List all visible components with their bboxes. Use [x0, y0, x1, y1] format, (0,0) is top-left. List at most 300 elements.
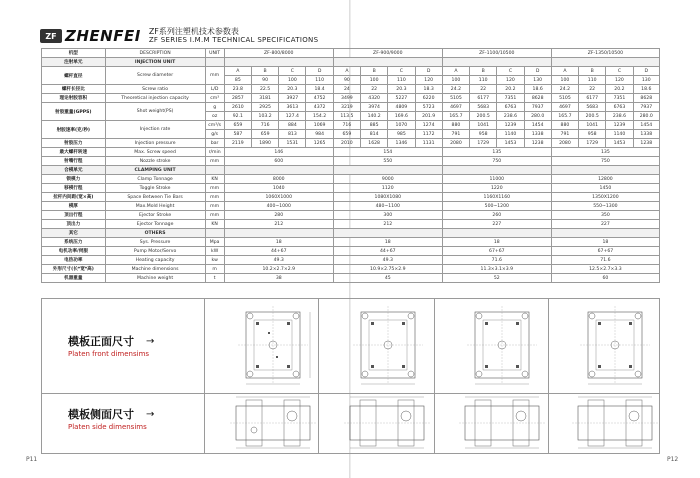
row-label-en: Ejector Stroke [105, 211, 205, 220]
value-cell: 480~1100 [333, 202, 442, 211]
value-cell: 400~1000 [224, 202, 333, 211]
section-filler [224, 58, 333, 67]
value-cell: D [415, 67, 442, 76]
value-cell: 5227 [388, 94, 415, 103]
table-row [42, 256, 660, 265]
value-cell: 5723 [415, 103, 442, 112]
value-cell: 120 [606, 76, 633, 85]
front-dimensions-label [68, 333, 154, 358]
value-cell: 4697 [551, 103, 578, 112]
row-label-en: Max. Screw speed [105, 148, 205, 157]
value-cell: 958 [579, 130, 606, 139]
row-unit: L/D [205, 85, 224, 94]
row-label-cn: 顶出力 [42, 220, 106, 229]
section-title-en: OTHERS [105, 229, 205, 238]
value-cell: 3613 [279, 103, 306, 112]
row-unit: Mpa [205, 238, 224, 247]
value-cell: A [442, 67, 469, 76]
section-row [42, 229, 660, 238]
section-unit [205, 229, 224, 238]
value-cell: 2119 [224, 139, 251, 148]
value-cell: 71.6 [551, 256, 659, 265]
page-number-left: P11 [26, 456, 38, 463]
value-cell: 120 [415, 76, 442, 85]
header-unit: UNIT [205, 49, 224, 58]
value-cell: 716 [251, 121, 278, 130]
value-cell: 2925 [251, 103, 278, 112]
value-cell: 24 [333, 85, 360, 94]
value-cell: 1131 [415, 139, 442, 148]
value-cell: C [497, 67, 524, 76]
value-cell: 18.3 [415, 85, 442, 94]
value-cell: 2010 [333, 139, 360, 148]
row-unit: m [205, 265, 224, 274]
table-row [42, 103, 660, 112]
value-cell: 20.3 [388, 85, 415, 94]
value-cell: 1080X1080 [333, 193, 442, 202]
row-label-cn: 拉杆内间距(宽×高) [42, 193, 106, 202]
side-label-cn: 模板侧面尺寸 [68, 408, 134, 421]
row-label-en: Injection rate [105, 121, 205, 139]
side-dimensions-label [68, 406, 154, 431]
row-unit: kw [205, 256, 224, 265]
value-cell: 716 [333, 121, 360, 130]
row-label-cn: 射嘴行程 [42, 157, 106, 166]
table-row [42, 157, 660, 166]
value-cell: 22 [470, 85, 497, 94]
platen-side-drawing [226, 394, 320, 452]
value-cell: 7937 [524, 103, 551, 112]
value-cell: 135 [442, 148, 551, 157]
row-label-cn: 电热功率 [42, 256, 106, 265]
table-row [42, 175, 660, 184]
platen-side-drawing [455, 394, 549, 452]
value-cell: D [633, 67, 659, 76]
page-title [149, 27, 319, 45]
value-cell: 6763 [606, 103, 633, 112]
value-cell: 1160X1160 [442, 193, 551, 202]
value-cell: 4372 [306, 103, 333, 112]
section-filler [551, 229, 659, 238]
row-label-en: Injection pressure [105, 139, 205, 148]
row-label-cn: 最大螺杆转速 [42, 148, 106, 157]
value-cell: 110 [306, 76, 333, 85]
value-cell: 2610 [224, 103, 251, 112]
platen-front-drawing [457, 302, 547, 390]
section-title-cn: 其它 [42, 229, 106, 238]
row-label-en: Screw ratio [105, 85, 205, 94]
value-cell: 90 [251, 76, 278, 85]
value-cell: 100 [551, 76, 578, 85]
value-cell: 44+67 [333, 247, 442, 256]
value-cell: 18.4 [306, 85, 333, 94]
value-cell: 885 [361, 121, 388, 130]
value-cell: 18.6 [633, 85, 659, 94]
value-cell: 100 [279, 76, 306, 85]
value-cell: 60 [551, 274, 659, 283]
value-cell: 135 [551, 148, 659, 157]
row-label-cn: 系统压力 [42, 238, 106, 247]
section-title-cn: 注射单元 [42, 58, 106, 67]
section-title-cn: 合模单元 [42, 166, 106, 175]
value-cell: 4320 [361, 94, 388, 103]
value-cell: B [579, 67, 606, 76]
value-cell: 1628 [361, 139, 388, 148]
value-cell: 7351 [606, 94, 633, 103]
value-cell: 227 [442, 220, 551, 229]
value-cell: 11000 [442, 175, 551, 184]
value-cell: 1274 [415, 121, 442, 130]
value-cell: 49.3 [333, 256, 442, 265]
value-cell: 659 [251, 130, 278, 139]
value-cell: 280.0 [633, 112, 659, 121]
value-cell: 23.8 [224, 85, 251, 94]
section-filler [333, 166, 442, 175]
section-title-en: CLAMPING UNIT [105, 166, 205, 175]
value-cell: 200.5 [579, 112, 606, 121]
value-cell: 350 [551, 211, 659, 220]
row-label-en: Max.Mold Height [105, 202, 205, 211]
value-cell: 3219 [333, 103, 360, 112]
value-cell: 10.2×2.7×2.9 [224, 265, 333, 274]
value-cell: 1454 [524, 121, 551, 130]
value-cell: 200.5 [470, 112, 497, 121]
row-unit: mm [205, 157, 224, 166]
value-cell: 3927 [279, 94, 306, 103]
row-label-en: Heating capacity [105, 256, 205, 265]
row-label-en: Clamp Tonnage [105, 175, 205, 184]
row-unit: mm [205, 67, 224, 85]
value-cell: B [361, 67, 388, 76]
value-cell: 1729 [579, 139, 606, 148]
row-label-en: Sys. Pressure [105, 238, 205, 247]
value-cell: 67+67 [442, 247, 551, 256]
value-cell: 146 [224, 148, 333, 157]
value-cell: 8628 [633, 94, 659, 103]
row-unit: r/min [205, 148, 224, 157]
value-cell: 18.6 [524, 85, 551, 94]
value-cell: 103.2 [251, 112, 278, 121]
value-cell: 2080 [551, 139, 578, 148]
value-cell: 1265 [306, 139, 333, 148]
row-label-cn: 外形尺寸(长*宽*高) [42, 265, 106, 274]
row-label-en: Machine dimensions [105, 265, 205, 274]
value-cell: 4752 [306, 94, 333, 103]
value-cell: C [388, 67, 415, 76]
row-label-en: Pump Motor/Servo [105, 247, 205, 256]
section-filler [442, 166, 551, 175]
title-chinese: ZF系列注塑机技术参数表 [148, 27, 239, 36]
row-label-cn: 电机功率/伺服 [42, 247, 106, 256]
table-row [42, 184, 660, 193]
value-cell: 18 [333, 238, 442, 247]
value-cell: 1239 [497, 121, 524, 130]
value-cell: 587 [224, 130, 251, 139]
value-cell: 1070 [388, 121, 415, 130]
row-unit: t [205, 274, 224, 283]
page-header [40, 26, 318, 46]
value-cell: 500~1200 [442, 202, 551, 211]
value-cell: 1140 [606, 130, 633, 139]
value-cell: 1120 [333, 184, 442, 193]
value-cell: 165.7 [551, 112, 578, 121]
table-row [42, 238, 660, 247]
value-cell: 85 [224, 76, 251, 85]
value-cell: 3974 [361, 103, 388, 112]
value-cell: 880 [442, 121, 469, 130]
value-cell: 154 [333, 148, 442, 157]
value-cell: C [606, 67, 633, 76]
table-row [42, 85, 660, 94]
value-cell: 92.1 [224, 112, 251, 121]
value-cell: 100 [361, 76, 388, 85]
value-cell: 6177 [579, 94, 606, 103]
value-cell: 18 [551, 238, 659, 247]
table-row [42, 211, 660, 220]
title-english: ZF SERIES I.M.M TECHNICAL SPECIFICATIONS [148, 36, 319, 44]
value-cell: 71.6 [442, 256, 551, 265]
value-cell: B [251, 67, 278, 76]
value-cell: 169.6 [388, 112, 415, 121]
model-header: ZF-900/9000 [333, 49, 442, 58]
page-number-right: P12 [667, 456, 679, 463]
platen-front-drawing [228, 302, 318, 390]
row-label-cn: 射胶压力 [42, 139, 106, 148]
value-cell: 280 [224, 211, 333, 220]
section-row [42, 58, 660, 67]
row-unit: KN [205, 220, 224, 229]
value-cell: 22 [361, 85, 388, 94]
value-cell: 7351 [497, 94, 524, 103]
value-cell: 1531 [279, 139, 306, 148]
value-cell: 6220 [415, 94, 442, 103]
value-cell: 8628 [524, 94, 551, 103]
value-cell: 300 [333, 211, 442, 220]
row-label-en: Screw diameter [105, 67, 205, 85]
logo-wordmark: ZHENFEI [65, 27, 141, 45]
value-cell: 985 [388, 130, 415, 139]
section-title-en: INJECTION UNIT [105, 58, 205, 67]
value-cell: 1453 [497, 139, 524, 148]
row-label-en: Shot weight(PS) [105, 103, 205, 121]
row-label-cn: 顶出行程 [42, 211, 106, 220]
row-unit: KN [205, 175, 224, 184]
row-label-en: Toggle Stroke [105, 184, 205, 193]
table-row [42, 67, 660, 76]
value-cell: 550 [333, 157, 442, 166]
value-cell: 1239 [606, 121, 633, 130]
row-unit: mm [205, 211, 224, 220]
value-cell: 1346 [388, 139, 415, 148]
row-unit: mm [205, 193, 224, 202]
value-cell: 110 [388, 76, 415, 85]
table-row [42, 220, 660, 229]
section-filler [442, 58, 551, 67]
value-cell: 813 [279, 130, 306, 139]
row-label-cn: 模厚 [42, 202, 106, 211]
section-filler [551, 58, 659, 67]
row-label-cn: 螺杆长径比 [42, 85, 106, 94]
value-cell: 49.3 [224, 256, 333, 265]
value-cell: 140.2 [361, 112, 388, 121]
value-cell: 1350X1200 [551, 193, 659, 202]
value-cell: 1220 [442, 184, 551, 193]
value-cell: 20.2 [497, 85, 524, 94]
row-label-en: Nozzle stroke [105, 157, 205, 166]
value-cell: 814 [361, 130, 388, 139]
value-cell: 10.9×2.75×2.9 [333, 265, 442, 274]
value-cell: 90 [333, 76, 360, 85]
row-label-cn: 移模行程 [42, 184, 106, 193]
value-cell: 659 [224, 121, 251, 130]
value-cell: 600 [224, 157, 333, 166]
row-label-cn: 理论射胶容积 [42, 94, 106, 103]
row-label-cn: 射胶速率(克/秒) [42, 121, 106, 139]
row-label-cn: 螺杆直径 [42, 67, 106, 85]
value-cell: 38 [224, 274, 333, 283]
value-cell: 880 [551, 121, 578, 130]
platen-front-drawing [570, 302, 660, 390]
drawing-col-divider [204, 299, 205, 453]
platen-front-drawing [343, 302, 433, 390]
value-cell: 1041 [579, 121, 606, 130]
value-cell: 201.9 [415, 112, 442, 121]
value-cell: A [551, 67, 578, 76]
value-cell: 127.4 [279, 112, 306, 121]
value-cell: 130 [633, 76, 659, 85]
value-cell: 1338 [524, 130, 551, 139]
value-cell: 4809 [388, 103, 415, 112]
value-cell: 5105 [551, 94, 578, 103]
value-cell: 113.5 [333, 112, 360, 121]
section-filler [442, 229, 551, 238]
section-unit [205, 166, 224, 175]
value-cell: 5683 [470, 103, 497, 112]
logo-badge: ZF [40, 29, 62, 43]
section-filler [224, 166, 333, 175]
value-cell: 6177 [470, 94, 497, 103]
value-cell: 280.0 [524, 112, 551, 121]
value-cell: 22.5 [251, 85, 278, 94]
value-cell: 44+67 [224, 247, 333, 256]
value-cell: 8000 [224, 175, 333, 184]
value-cell: 120 [497, 76, 524, 85]
value-cell: A [224, 67, 251, 76]
row-unit: mm [205, 184, 224, 193]
platen-side-drawing [568, 394, 662, 452]
value-cell: 5105 [442, 94, 469, 103]
value-cell: D [306, 67, 333, 76]
value-cell: 2857 [224, 94, 251, 103]
value-cell: 750 [551, 157, 659, 166]
value-cell: 1729 [470, 139, 497, 148]
value-cell: 1454 [633, 121, 659, 130]
value-cell: 20.3 [279, 85, 306, 94]
value-cell: 791 [442, 130, 469, 139]
value-cell: 1060X1000 [224, 193, 333, 202]
value-cell: 1450 [551, 184, 659, 193]
value-cell: 4697 [442, 103, 469, 112]
value-cell: 52 [442, 274, 551, 283]
brand-logo [40, 27, 141, 45]
side-label-en: Platen side dimensims [68, 423, 147, 431]
front-label-en: Platen front dimensims [68, 350, 150, 358]
value-cell: 884 [279, 121, 306, 130]
row-label-en: Machine weight [105, 274, 205, 283]
value-cell: 154.2 [306, 112, 333, 121]
row-unit: g [205, 103, 224, 112]
row-label-en: Space Between Tie Bars [105, 193, 205, 202]
value-cell: 11.3×3.1×3.9 [442, 265, 551, 274]
table-row [42, 265, 660, 274]
platen-side-drawing [340, 394, 434, 452]
value-cell: 12800 [551, 175, 659, 184]
value-cell: B [470, 67, 497, 76]
value-cell: 18 [224, 238, 333, 247]
value-cell: 212 [333, 220, 442, 229]
value-cell: 6763 [497, 103, 524, 112]
row-unit: g/s [205, 130, 224, 139]
row-label-en: Ejector Tonnage [105, 220, 205, 229]
value-cell: 130 [524, 76, 551, 85]
front-label-cn: 模板正面尺寸 [68, 335, 134, 348]
row-label-en: Theoretical injection capacity [105, 94, 205, 103]
value-cell: 550~1300 [551, 202, 659, 211]
value-cell: 958 [470, 130, 497, 139]
value-cell: C [279, 67, 306, 76]
value-cell: 110 [579, 76, 606, 85]
value-cell: 1238 [633, 139, 659, 148]
row-unit: bar [205, 139, 224, 148]
row-unit: mm [205, 202, 224, 211]
table-row [42, 139, 660, 148]
table-row [42, 202, 660, 211]
value-cell: A [333, 67, 360, 76]
value-cell: 238.6 [606, 112, 633, 121]
value-cell: 9000 [333, 175, 442, 184]
value-cell: 212 [224, 220, 333, 229]
value-cell: 750 [442, 157, 551, 166]
value-cell: 18 [442, 238, 551, 247]
value-cell: 3499 [333, 94, 360, 103]
value-cell: 1172 [415, 130, 442, 139]
spec-table [41, 48, 660, 283]
value-cell: 67+67 [551, 247, 659, 256]
model-header: ZF-1100/10500 [442, 49, 551, 58]
value-cell: 110 [470, 76, 497, 85]
value-cell: 1338 [633, 130, 659, 139]
drawing-col-divider [434, 299, 435, 453]
value-cell: 1140 [497, 130, 524, 139]
table-row [42, 247, 660, 256]
row-unit: kW [205, 247, 224, 256]
model-header: ZF-800/8000 [224, 49, 333, 58]
row-unit: oz [205, 112, 224, 121]
section-row [42, 166, 660, 175]
value-cell: 12.5×2.7×3.3 [551, 265, 659, 274]
table-row [42, 121, 660, 130]
arrow-right-icon: → [146, 335, 155, 347]
value-cell: 2080 [442, 139, 469, 148]
value-cell: 1040 [224, 184, 333, 193]
value-cell: 22 [579, 85, 606, 94]
value-cell: 100 [442, 76, 469, 85]
section-unit [205, 58, 224, 67]
table-row [42, 274, 660, 283]
arrow-right-icon: → [146, 408, 155, 420]
section-filler [551, 166, 659, 175]
value-cell: 260 [442, 211, 551, 220]
